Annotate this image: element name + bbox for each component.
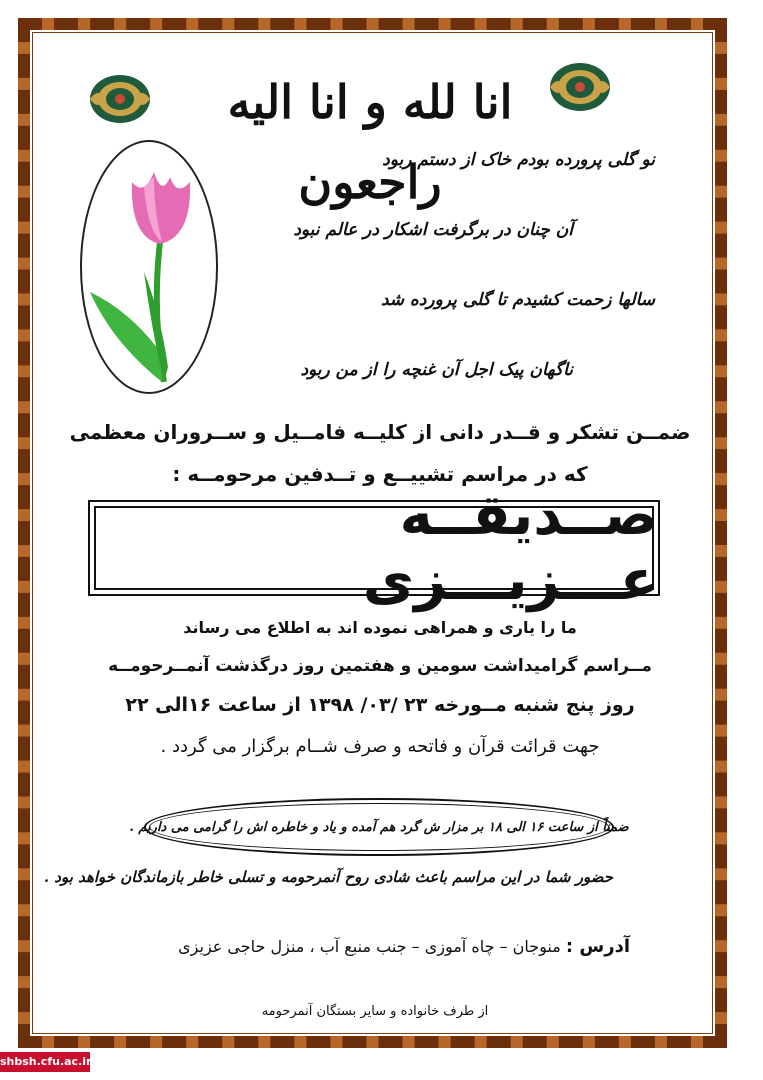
thanks-line-2: که در مراسم تشییــع و تــدفین مرحومــه :: [172, 462, 588, 486]
presence-text: حضور شما در این مراسم باعث شادی روح آنمرحومه و تسلی خاطر بازماندگان خواهد بود .: [43, 868, 613, 886]
announcement-line-4: جهت قرائت قرآن و فاتحه و صرف شــام برگزار می گردد .: [160, 736, 600, 757]
address-value: منوجان – چاه آموزی – جنب منبع آب ، منزل حاجی عزیزی: [178, 937, 561, 956]
poem-line-1: نو گلی پرورده بودم خاک از دستم ربود: [382, 150, 655, 170]
deceased-name: صــدیقــه عـــزیـــزی: [362, 483, 658, 613]
address-label: آدرس :: [565, 936, 630, 957]
watermark-badge: shbsh.cfu.ac.ir: [0, 1052, 90, 1072]
note-ellipse: [129, 798, 629, 856]
note-text: ضمناً از ساعت ۱۶ الی ۱۸ بر مزار ش گرد هم آمده و یاد و خاطره اش را گرامی می داریم .: [129, 819, 629, 835]
deceased-name-box: [88, 483, 660, 613]
poem-line-4: ناگهان پیک اجل آن غنچه را از من ربود: [300, 360, 573, 380]
announcement-line-1: ما را یاری و همراهی نموده اند به اطلاع می رساند: [183, 618, 577, 637]
ornament-left-icon: [88, 72, 152, 126]
announcement-line-2: مــراسم گرامیداشت سومین و هفتمین روز درگذشت آنمــرحومــه: [108, 656, 652, 676]
page-title: انا لله و انا الیه راجعون: [227, 75, 513, 209]
signature-text: از طرف خانواده و سایر بستگان آنمرحومه: [261, 1004, 489, 1019]
address-line: [110, 936, 630, 957]
thanks-line-1: ضمــن تشکر و قــدر دانی از کلیــه فامــیل و ســروران معظمی: [69, 420, 691, 444]
poem-line-3: سالها زحمت کشیدم تا گلی پرورده شد: [380, 290, 655, 310]
ceremony-date: روز پنج شنبه مــورخه ۲۳ /۰۳/ ۱۳۹۸ از ساعت ۱۶الی ۲۲: [125, 694, 635, 716]
poem-line-2: آن چنان در برگرفت اشکار در عالم نبود: [293, 220, 573, 240]
tulip-icon: [80, 140, 218, 394]
